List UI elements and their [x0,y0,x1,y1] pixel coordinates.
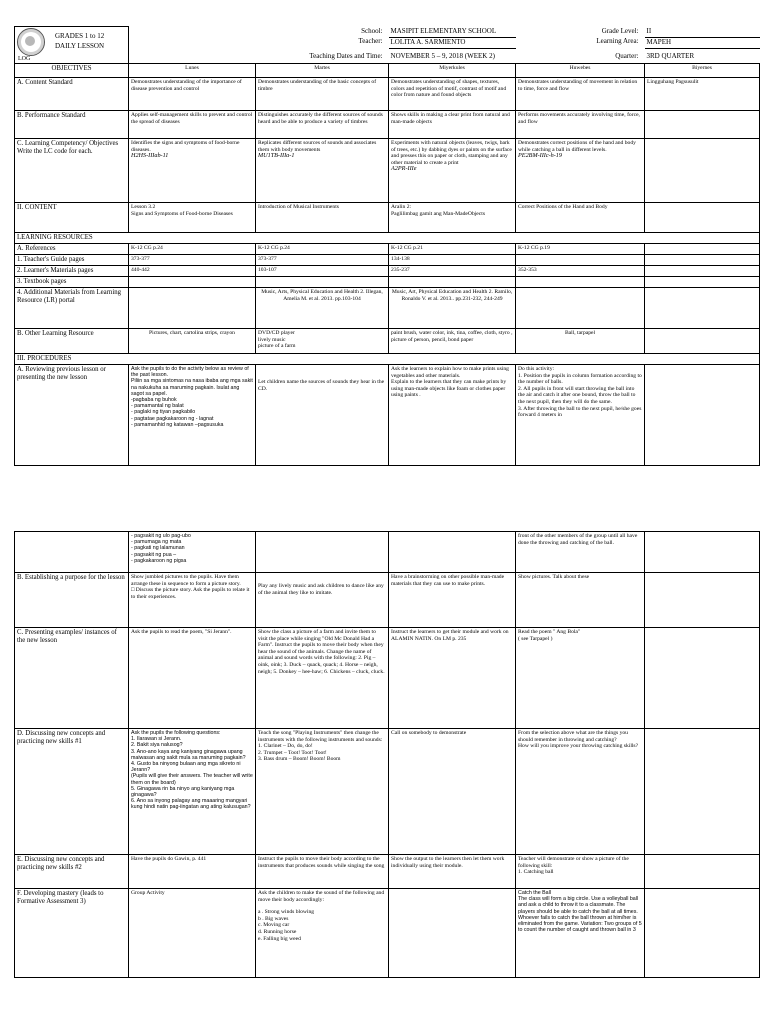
cell-monday: K-12 CG p.24 [129,244,256,255]
mastery-intro: Ask the children to make the sound of the following and move their body accordingly: [258,890,385,903]
day-monday: Lunes [129,64,256,78]
cell-wednesday: Call on somebody to demonstrate [389,729,516,855]
competency-text: Identifies the signs and symptoms of food-borne diseases. [131,140,240,153]
cell-thursday: From the selection above what are the things you should remember in throwing and catching? How will you improve your throwing catching skills? [516,729,645,855]
competency-text: Experiments with natural objects (leaves, twigs, bark of trees, etc.) by dabbing dyes or paints on the surface and presses this on paper or cloth, stamping and any other material to create a print [391,140,512,166]
cell-friday [645,365,760,466]
list-item: c. Moving car [258,922,290,929]
list-item: - pagkakaroon ng pigsa [131,557,187,564]
cell-friday [645,329,760,354]
quarter-label: Quarter: [615,51,639,60]
list-item: - pamumaga ng mata [131,539,182,546]
day-friday: Biyernes [645,64,760,78]
list-item: - pagsakit ng pua – [131,551,177,558]
cell-friday [645,111,760,139]
list-item: -pagbaba ng buhok [131,397,177,404]
row-label: A. Reviewing previous lesson or presenting the new lesson [15,365,129,466]
teacher-label: Teacher: [358,37,383,46]
day-tuesday: Martes [256,64,389,78]
cell-friday [645,628,760,729]
learning-area-value: MAPEH [645,37,760,48]
objectives-heading: OBJECTIVES [15,64,129,78]
cell-monday: Show jumbled pictures to the pupils. Have them arrange these in sequence to form a picture story. □ Discuss the picture story. Ask the pupils to relate it to their experiences. [129,573,256,628]
grade-level-value: II [645,27,760,38]
sound-list [258,909,386,942]
cell-friday [645,532,760,573]
cell-thursday: front of the other members of the group until all have done the throwing and catching of the ball. [516,532,645,573]
cell-thursday: Do this activity: 1. Position the pupils in column formation according to the number of balls. 2. All pupils in front will start throwing the ball into the air and catch it after one bound, throw the ball to the next pupil, then they will do the same. 3. After throwing the ball to the next pupil, he/she goes forward 4 meters in [516,365,645,466]
cell-thursday [516,889,645,978]
competency-code: A2PR-IIIe [391,165,417,173]
cell-tuesday: Distinguishes accurately the different sources of sounds heard and be able to produce a variety of timbres [256,111,389,139]
cell-wednesday [389,889,516,978]
row-textbook-pages [15,277,760,288]
list-item: - pamamantal ng balat [131,403,184,410]
cell-thursday [516,255,645,266]
row-sublabel: Write the LC code for each. [17,148,93,155]
teacher-value: LOLITA A. SARMIENTO [389,37,516,48]
cell-tuesday: Show the class a picture of a farm and invite them to visit the place while singing "Old Mc Donald Had a Farm". Instruct the pupils to move their body when they hear the sound of the animals. Change the name of animal and sound words with the following: 2. Pig – oink, oink; 3. Duck – quack, quack; 4. Horse – neigh, neigh; 5. Donkey – hee-haw; 6. Chickens – cluck, cluck. [256,628,389,729]
list-item: a . Strong winds blowing [258,909,315,916]
cell-friday [645,573,760,628]
competency-code: MU1TB-IIIa-1 [258,152,295,160]
cell-friday [645,139,760,203]
cell-tuesday: 103-107 [256,266,389,277]
daily-lesson-label: DAILY LESSON [55,42,105,50]
cell-tuesday: Music, Arts, Physical Education and Health 2. Illegan, Amelia M. et al. 2013. pp.103-104 [256,288,389,329]
row-label: B. Performance Standard [15,111,129,139]
deped-seal-icon [17,28,45,56]
row-additional-materials [15,288,760,329]
cell-wednesday: Aralin 2: Paglilimbag gamit ang Man-MadeObjects [389,203,516,233]
row-developing-mastery [15,889,760,978]
row-references [15,244,760,255]
section-heading: III. PROCEDURES [15,354,760,365]
cell-wednesday: 134-138 [389,255,516,266]
row-label: 3. Textbook pages [15,277,129,288]
cell-tuesday [256,889,389,978]
row-teachers-guide [15,255,760,266]
cell-monday: 440-442 [129,266,256,277]
dates-label: Teaching Dates and Time: [309,51,383,60]
row-label: B. Establishing a purpose for the lesson [15,573,129,628]
cell-thursday: K-12 CG p.19 [516,244,645,255]
school-label: School: [361,26,383,35]
row-label: B. Other Learning Resource [15,329,129,354]
row-presenting-examples [15,628,760,729]
cell-tuesday: Demonstrates understanding of the basic concepts of timbre [256,78,389,111]
day-thursday: Huwebes [516,64,645,78]
row-content-standard [15,78,760,111]
row-label [15,532,129,573]
row-procedures [15,354,760,365]
cell-tuesday: Teach the song "Playing Instruments" then change the instruments with the following instruments and sounds: 1. Clarinet – Do, do, do! 2. Trumpet – Toot! Toot! Toot! 3. Bass drum – Boom! Boom! Boom [256,729,389,855]
cell-wednesday: 235-237 [389,266,516,277]
list-item: - pagkati ng lalamunan [131,545,185,552]
list-item: - pagtatae pagkakaroon ng - lagnat [131,415,214,422]
row-other-resources [15,329,760,354]
row-label: D. Discussing new concepts and practicing new skills #1 [15,729,129,855]
quarter-value: 3RD QUARTER [645,49,760,64]
list-item: d. Running horse [258,928,297,935]
cell-friday [645,277,760,288]
cell-tuesday: Let children name the sources of sounds they hear in the CD. [256,365,389,466]
row-label: 2. Learner's Materials pages [15,266,129,277]
cell-thursday: Show pictures. Talk about these [516,573,645,628]
cell-friday [645,855,760,889]
row-reviewing-continued [15,532,760,573]
row-label: 1. Teacher's Guide pages [15,255,129,266]
cell-friday [645,244,760,255]
cell-tuesday: 373-377 [256,255,389,266]
game-description: The class will form a big circle. Use a volleyball ball and ask a child to throw it to a classmate. The players should be able to catch the ball at all times. Whoever fails to catch the ball thrown at him/her is eliminated from the game. Variation: Two groups of 5 to count the number of caught and thrown ball in 3 [518,896,642,934]
cell-friday [645,203,760,233]
cell-thursday [516,277,645,288]
grades-label: GRADES 1 to 12 [55,32,105,40]
row-discussing-1 [15,729,760,855]
list-item: e. Falling big weed [258,935,301,942]
row-establishing-purpose [15,573,760,628]
cell-tuesday: Play any lively music and ask children to dance like any of the animal they like to imitate. [256,573,389,628]
header-row-1 [15,27,760,38]
cell-thursday: Correct Positions of the Hand and Body [516,203,645,233]
row-reviewing [15,365,760,466]
cell-monday: Lesson 3.2 Signs and Symptoms of Food-borne Diseases [129,203,256,233]
cell-thursday: Read the poem " Ang Bola" ( see Tarpapel ) [516,628,645,729]
learning-area-label: Learning Area: [596,37,639,46]
grade-level-label: Grade Level: [601,26,639,35]
list-item: - pamamanhid ng katawan –pagsusuka [131,421,224,428]
cell-monday: Have the pupils do Gawin, p. 441 [129,855,256,889]
list-item: - paglaki ng tiyan pagkabilo [131,409,196,416]
cell-monday: Ask the pupils the following questions: 1. Ilarawan si Jerann. 2. Bakit siya nalusog? 3. Ano-ano kaya ang kaniyang ginagawa upang maiwasan ang sakit mula sa maruming pagkain? 4. Gusto ba ninyong bulaan ang mga sikreto ni Jerann? (Pupils will give their answers. The teacher will write them on the board) 5. Ginagawa rin ba ninyo ang kaniyang mga ginagawa? 6. Ano sa inyong palagay ang maaaring mangyari kung hindi natin pag-iingatan ang ating kalusugan? [129,729,256,855]
row-label: A. References [15,244,129,255]
cell-monday: Ask the pupils to read the poem, "Si Jerann". [129,628,256,729]
cell-monday [129,532,256,573]
competency-code: PE2BM-IIIc-h-19 [518,152,562,160]
row-label: II. CONTENT [15,203,129,233]
cell-thursday: Performs movements accurately involving time, force, and flow [516,111,645,139]
cell-tuesday [256,139,389,203]
cell-wednesday [389,139,516,203]
cell-tuesday: K-12 CG p.24 [256,244,389,255]
cell-wednesday: Ask the learners to explain how to make prints using vegetables and other materials. Explain to the learners that they can make prints by using man-made objects like foam or clothes paper using paints . [389,365,516,466]
row-label: 4. Additional Materials from Learning Resource (LR) portal [15,288,129,329]
cell-monday [129,139,256,203]
row-learning-resources [15,233,760,244]
list-item: b . Big waves [258,915,289,922]
cell-wednesday: K-12 CG p.21 [389,244,516,255]
row-learning-competency [15,139,760,203]
cell-friday [645,255,760,266]
cell-wednesday [389,532,516,573]
cell-wednesday: paint brush, water color, ink, tina, coffee, cloth, styro , picture of person, pencil, bond paper [389,329,516,354]
cell-monday [129,288,256,329]
cell-tuesday [256,277,389,288]
cell-thursday [516,288,645,329]
day-wednesday: Miyerkules [389,64,516,78]
cell-monday: Demonstrates understanding of the importance of disease prevention and control [129,78,256,111]
cell-monday [129,277,256,288]
row-label: E. Discussing new concepts and practicing new skills #2 [15,855,129,889]
cell-friday [645,266,760,277]
dll-page-1 [14,26,759,481]
reviewing-intro: Ask the pupils to do the activity below as review of the past lesson. [131,366,249,379]
competency-text: Demonstrates correct positions of the hand and body while catching a ball in different levels. [518,140,636,153]
cell-monday [129,365,256,466]
cell-friday [645,729,760,855]
row-performance-standard [15,111,760,139]
list-item: - pagsakit ng ulo pag-ubo [131,533,191,539]
dll-page-2 [14,531,759,979]
cell-wednesday [389,277,516,288]
cell-tuesday: Introduction of Musical Instruments [256,203,389,233]
symptom-list [131,533,253,564]
cell-tuesday [256,532,389,573]
row-label: C. Learning Competency/ Objectives [17,140,119,147]
cell-monday: Group Activity [129,889,256,978]
row-label: C. Presenting examples/ instances of the new lesson [15,628,129,729]
symptom-list [131,397,253,428]
cell-monday: Pictures, chart, cartolina strips, crayon [129,329,256,354]
header-logo-cell [15,27,129,64]
cell-wednesday: Show the output to the learners then let them work individually using their module. [389,855,516,889]
cell-tuesday: DVD/CD player lively music picture of a farm [256,329,389,354]
cell-wednesday: Instruct the learners to get their module and work on ALAMIN NATIN. On LM p. 235 [389,628,516,729]
cell-wednesday: Demonstrates understanding of shapes, textures, colors and repetition of motif, contrast of motif and color from nature and found objects [389,78,516,111]
competency-text: Replicates different sources of sounds and associates them with body movements [258,140,377,153]
cell-thursday: Demonstrates understanding of movement in relation to time, force and flow [516,78,645,111]
cell-monday: Applies self-management skills to prevent and control the spread of diseases [129,111,256,139]
cell-tuesday: Instruct the pupils to move their body according to the instruments that produces sounds while singing the song [256,855,389,889]
row-label: F. Developing mastery (leads to Formative Assessment 3) [15,889,129,978]
cell-wednesday: Music, Art, Physical Education and Health 2. Ramilo, Ronaldo V. et al. 2013.. pp.231-232, 244-249 [389,288,516,329]
cell-friday: Lingguhang Pagsusulit [645,78,760,111]
cell-thursday: 352-353 [516,266,645,277]
cell-thursday [516,139,645,203]
cell-friday [645,889,760,978]
school-value: MASIPIT ELEMENTARY SCHOOL [389,27,516,38]
row-label-cell [15,139,129,203]
cell-wednesday: Have a brainstorming on other possible man-made materials that they can use to make prints. [389,573,516,628]
day-header-row [15,64,760,78]
section-heading: LEARNING RESOURCES [15,233,760,244]
dll-table-page-2 [14,531,760,978]
reviewing-instruction: Piliin sa mga sintomas na nasa ibaba ang mga sakit na nakukuha sa maruming pagkain. Isulat ang sagot sa papel. [131,378,253,397]
dates-value: NOVEMBER 5 – 9, 2018 (WEEK 2) [389,49,516,64]
cell-thursday: Teacher will demonstrate or show a picture of the following skill: 1. Catching ball [516,855,645,889]
competency-code: H2HS-IIIab-11 [131,152,169,160]
game-title: Catch the Ball [518,890,551,896]
cell-wednesday: Shows skills in making a clear print from natural and man-made objects [389,111,516,139]
cell-thursday: Ball, tarpapel [516,329,645,354]
cell-friday [645,288,760,329]
row-learners-materials [15,266,760,277]
cell-monday: 373-377 [129,255,256,266]
row-discussing-2 [15,855,760,889]
row-content [15,203,760,233]
row-label: A. Content Standard [15,78,129,111]
dll-table-page-1 [14,26,760,466]
logo-label: LOG [18,56,31,62]
